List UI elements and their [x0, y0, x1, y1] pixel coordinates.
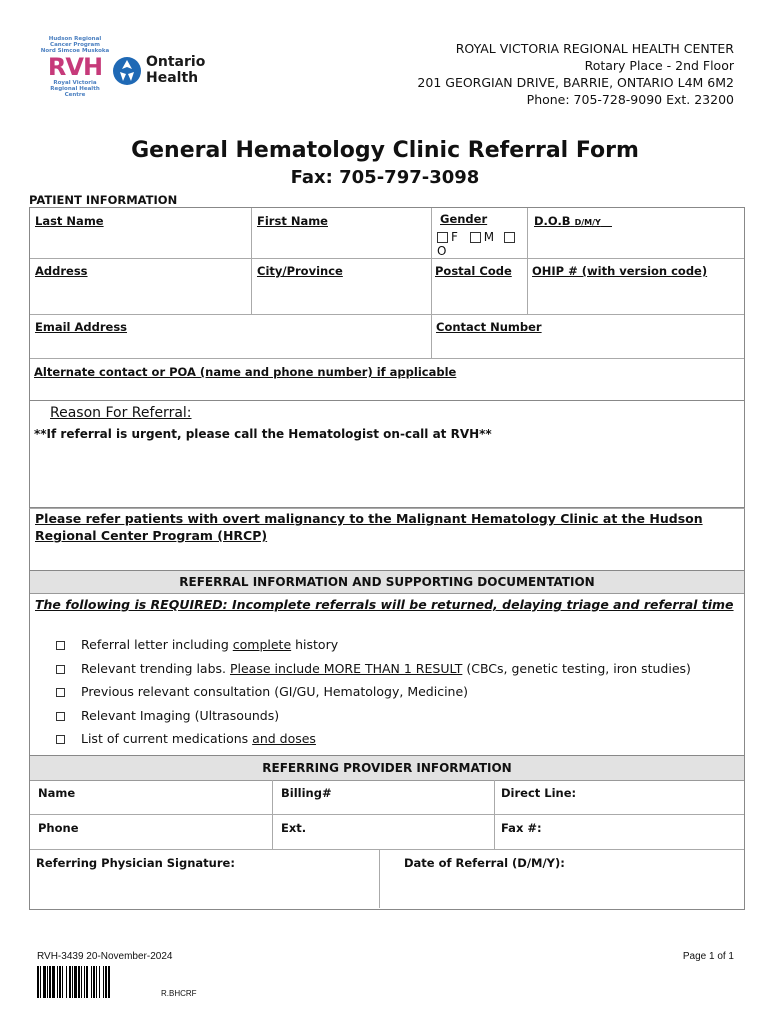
barcode-bar: [59, 966, 61, 998]
barcode-bar: [103, 966, 104, 998]
email-field[interactable]: Email Address: [30, 315, 432, 359]
requirements-list: [56, 633, 691, 751]
fax-number: Fax: 705-797-3098: [290, 167, 480, 188]
list-item: Previous relevant consultation (GI/GU, Hematology, Medicine): [56, 680, 691, 704]
direct-line-field[interactable]: Direct Line:: [495, 780, 744, 815]
barcode-bar: [91, 966, 92, 998]
page-number: Page 1 of 1: [682, 951, 734, 962]
contact-number-field[interactable]: Contact Number: [432, 315, 744, 359]
list-item: Relevant trending labs. Please include MORE THAN 1 RESULT (CBCs, genetic testing, iron studies): [56, 657, 691, 681]
provider-info-box: [29, 756, 745, 910]
barcode-bar: [47, 966, 48, 998]
barcode-bar: [69, 966, 71, 998]
malignancy-note-box: [29, 508, 745, 571]
logo-program-text: Hudson Regional Cancer Program Nord Simcoe Muskoka: [40, 36, 110, 54]
logo-rvh-text: RVH: [47, 53, 103, 81]
checkbox-icon: [56, 688, 65, 697]
document-id: RVH-3439 20-November-2024: [37, 951, 173, 962]
barcode-label: R.BHCRF: [161, 989, 197, 998]
patient-info-table: [29, 207, 745, 401]
barcode-bar: [37, 966, 39, 998]
barcode-bar: [81, 966, 82, 998]
barcode-bar: [74, 966, 77, 998]
required-note: The following is REQUIRED: Incomplete referrals will be returned, delaying triage and referral time: [35, 597, 734, 612]
urgent-note: **If referral is urgent, please call the Hematologist on-call at RVH**: [34, 427, 492, 441]
barcode-bar: [57, 966, 58, 998]
trillium-icon: [112, 52, 142, 90]
barcode-bar: [49, 966, 51, 998]
reason-for-referral-box[interactable]: [29, 401, 745, 508]
barcode-bar: [52, 966, 55, 998]
gender-field: Gender F M O: [432, 208, 528, 259]
alternate-contact-field[interactable]: Alternate contact or POA (name and phone number) if applicable: [34, 365, 457, 379]
clinic-address: ROYAL VICTORIA REGIONAL HEALTH CENTER Rotary Place - 2nd Floor 201 GEORGIAN DRIVE, BARRIE, ONTARIO L4M 6M2 Phone: 705-728-9090 Ext. 23200: [417, 41, 734, 107]
postal-code-field[interactable]: Postal Code: [432, 259, 528, 315]
checkbox-icon: [56, 665, 65, 674]
referral-info-header: REFERRAL INFORMATION AND SUPPORTING DOCUMENTATION: [30, 571, 744, 594]
dob-field[interactable]: D.O.B D/M/Y: [528, 208, 744, 259]
last-name-field[interactable]: Last Name: [30, 208, 252, 259]
gender-m-checkbox[interactable]: [470, 232, 481, 243]
barcode-bar: [99, 966, 100, 998]
checkbox-icon: [56, 712, 65, 721]
logo-centre-text: Royal Victoria Regional Health Centre: [50, 80, 100, 98]
patient-section-title: PATIENT INFORMATION: [29, 193, 178, 207]
barcode-bar: [86, 966, 88, 998]
barcode-bar: [96, 966, 97, 998]
reason-title: Reason For Referral:: [50, 405, 192, 421]
list-item: Relevant Imaging (Ultrasounds): [56, 704, 691, 728]
signature-field[interactable]: Referring Physician Signature:: [30, 850, 380, 908]
checkbox-icon: [56, 641, 65, 650]
billing-field[interactable]: Billing#: [273, 780, 495, 815]
barcode-bar: [66, 966, 67, 998]
referral-date-field[interactable]: Date of Referral (D/M/Y):: [404, 856, 565, 870]
referral-info-box: [29, 571, 745, 756]
barcode: [37, 966, 159, 998]
provider-header: REFERRING PROVIDER INFORMATION: [30, 756, 744, 781]
list-item: Referral letter including complete history: [56, 633, 691, 657]
barcode-bar: [43, 966, 46, 998]
barcode-bar: [93, 966, 95, 998]
malignancy-note: Please refer patients with overt malignancy to the Malignant Hematology Clinic at the Hudson Regional Center Program (HRCP): [35, 511, 703, 543]
ext-field[interactable]: Ext.: [273, 815, 495, 850]
provider-name-field[interactable]: Name: [30, 780, 273, 815]
barcode-bar: [72, 966, 73, 998]
barcode-bar: [84, 966, 85, 998]
barcode-bar: [105, 966, 107, 998]
barcode-bar: [78, 966, 80, 998]
rvh-logo: [40, 36, 110, 106]
city-province-field[interactable]: City/Province: [252, 259, 432, 315]
checkbox-icon: [56, 735, 65, 744]
ontario-health-logo: [112, 50, 212, 94]
page-title: General Hematology Clinic Referral Form: [131, 138, 639, 163]
provider-phone-field[interactable]: Phone: [30, 815, 273, 850]
barcode-bar: [62, 966, 63, 998]
first-name-field[interactable]: First Name: [252, 208, 432, 259]
barcode-bar: [40, 966, 41, 998]
ohip-field[interactable]: OHIP # (with version code): [528, 259, 744, 315]
barcode-bar: [108, 966, 110, 998]
ontario-health-text: Ontario Health: [146, 54, 206, 86]
address-field[interactable]: Address: [30, 259, 252, 315]
gender-f-checkbox[interactable]: [437, 232, 448, 243]
provider-fax-field[interactable]: Fax #:: [495, 815, 744, 850]
gender-o-checkbox[interactable]: [504, 232, 515, 243]
list-item: List of current medications and doses: [56, 727, 691, 751]
